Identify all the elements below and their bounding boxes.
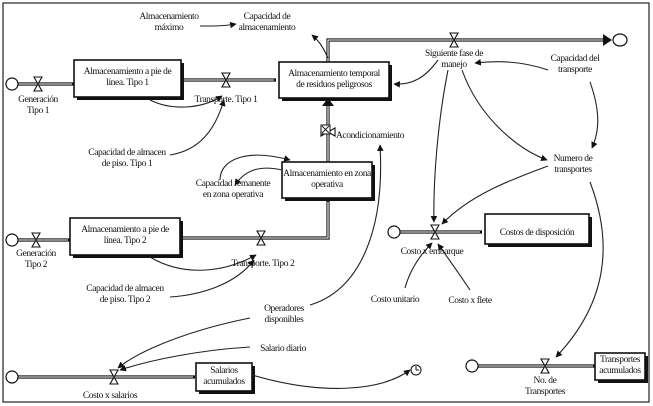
link-capacidad-transporte-to-siguiente bbox=[475, 62, 548, 70]
aux-label-almacenamiento-maximo bbox=[139, 12, 199, 33]
aux-label-almacenamiento-maximo-line: máximo bbox=[154, 23, 184, 33]
aux-label-capacidad-piso1-line: Capacidad de almacen bbox=[88, 148, 166, 158]
cloud-source-embarque bbox=[388, 226, 400, 238]
aux-label-capacidad-piso1-line: de piso. Tipo 1 bbox=[101, 159, 153, 169]
aux-label-numero-transportes-line: transportes bbox=[554, 165, 592, 175]
stock-label-zona-operativa-line: Almacenamiento en zona bbox=[283, 169, 371, 179]
link-salarios-acum-to-clock bbox=[252, 370, 410, 388]
stock-label-almacenamiento-tipo2-line: línea. Tipo 2 bbox=[103, 236, 147, 246]
stock-label-almacenamiento-temporal-line: Almacenamiento temporal bbox=[288, 69, 380, 79]
flow-label-generacion-tipo1 bbox=[18, 95, 58, 116]
link-capacidad-remanente-to-zona bbox=[220, 155, 290, 180]
aux-label-capacidad-piso2-line: Capacidad de almacen bbox=[86, 284, 164, 294]
flow-label-costo-salarios-line: Costo x salarios bbox=[82, 391, 138, 401]
aux-label-costo-flete bbox=[448, 295, 492, 306]
aux-label-capacidad-piso2 bbox=[86, 284, 164, 305]
flow-label-generacion-tipo1-line: Tipo 1 bbox=[26, 106, 50, 116]
flow-label-siguiente-fase-line: Siguiente fase de bbox=[424, 49, 484, 59]
link-cap-piso1-to-transporte1 bbox=[170, 100, 224, 155]
link-capacidad-transporte-to-numero bbox=[590, 82, 598, 148]
aux-label-capacidad-almacenamiento-line: Capacidad de bbox=[243, 12, 291, 22]
stock-label-salarios-acumulados-line: Salarios bbox=[210, 366, 238, 376]
stock-label-transportes-acumulados-line: acumulados bbox=[599, 366, 641, 376]
flow-label-acondicionamiento bbox=[336, 131, 405, 141]
aux-label-capacidad-remanente bbox=[196, 179, 271, 200]
stock-label-almacenamiento-temporal-line: de residuos peligrosos bbox=[296, 80, 372, 90]
flow-label-siguiente-fase bbox=[425, 48, 483, 70]
aux-label-capacidad-transporte bbox=[551, 54, 601, 75]
stock-label-salarios-acumulados-line: acumulados bbox=[203, 377, 245, 387]
link-numero-to-no-transportes bbox=[556, 182, 603, 357]
aux-label-almacenamiento-maximo-line: Almacenamiento bbox=[139, 12, 199, 22]
link-temporal-to-capacidad bbox=[312, 35, 328, 58]
link-siguiente-to-temporal bbox=[394, 60, 438, 84]
stock-label-almacenamiento-tipo1-line: línea. Tipo 1 bbox=[106, 78, 149, 88]
aux-label-capacidad-transporte-line: Capacidad del bbox=[550, 54, 600, 64]
aux-label-numero-transportes bbox=[554, 154, 593, 175]
aux-label-capacidad-remanente-line: en zona operativa bbox=[202, 190, 264, 200]
stock-label-transportes-acumulados bbox=[599, 355, 641, 376]
link-siguiente-to-numero bbox=[462, 70, 547, 160]
flow-label-generacion-tipo2 bbox=[16, 249, 56, 270]
aux-label-costo-flete-line: Costo x flete bbox=[448, 296, 492, 306]
cloud-source-salarios bbox=[6, 371, 18, 383]
flow-label-no-transportes-line: Transportes bbox=[524, 387, 566, 397]
aux-label-salario-diario-line: Salario diario bbox=[260, 344, 306, 354]
aux-label-capacidad-piso2-line: de piso. Tipo 2 bbox=[99, 295, 151, 305]
acondicionamiento-glyph-icon bbox=[321, 125, 330, 134]
flow-label-acondicionamiento-line: Acondicionamiento bbox=[335, 131, 405, 141]
aux-label-capacidad-almacenamiento-line: almacenamiento bbox=[238, 23, 296, 33]
link-operadores-to-salarios bbox=[118, 318, 250, 368]
link-almac-maximo-to-capacidad bbox=[200, 24, 236, 26]
flow-label-transporte-tipo1-line: Transporte. Tipo 1 bbox=[194, 95, 258, 105]
flow-label-no-transportes-line: No. de bbox=[533, 376, 557, 386]
aux-label-operadores bbox=[264, 304, 304, 325]
flow-label-costo-embarque-line: Costo x embarque bbox=[400, 247, 464, 257]
flow-label-siguiente-fase-line: manejo bbox=[441, 60, 467, 70]
aux-label-salario-diario bbox=[260, 344, 306, 354]
time-clock-icon bbox=[411, 365, 421, 375]
flow-label-generacion-tipo2-line: Tipo 2 bbox=[24, 260, 48, 270]
flow-label-transporte-tipo2 bbox=[232, 259, 296, 269]
cloud-source-tipo1 bbox=[6, 78, 18, 90]
aux-label-operadores-line: disponibles bbox=[264, 315, 304, 325]
cloud-source-transportes bbox=[466, 360, 478, 372]
stock-label-costos-disposicion bbox=[500, 228, 575, 238]
stock-label-almacenamiento-temporal bbox=[288, 69, 381, 90]
stock-label-almacenamiento-tipo1-line: Almacenamiento a pie de bbox=[83, 67, 172, 77]
aux-label-costo-unitario bbox=[371, 295, 420, 305]
flow-label-transporte-tipo2-line: Transporte. Tipo 2 bbox=[231, 259, 295, 269]
stock-label-transportes-acumulados-line: Transportes bbox=[599, 355, 641, 365]
aux-label-capacidad-almacenamiento bbox=[239, 12, 296, 33]
aux-label-capacidad-transporte-line: transporte bbox=[558, 65, 592, 75]
flow-label-generacion-tipo2-line: Generación bbox=[16, 249, 56, 259]
aux-label-costo-unitario-line: Costo unitario bbox=[370, 295, 420, 305]
aux-label-capacidad-remanente-line: Capacidad remanente bbox=[195, 179, 271, 189]
flow-label-costo-salarios bbox=[83, 391, 138, 401]
stock-label-costos-disposicion-line: Costos de disposición bbox=[499, 228, 575, 238]
flow-label-costo-embarque bbox=[401, 247, 464, 257]
flow-label-transporte-tipo1 bbox=[195, 95, 259, 105]
flow-label-generacion-tipo1-line: Generación bbox=[18, 95, 58, 105]
aux-label-operadores-line: Operadores bbox=[264, 304, 304, 314]
stock-label-zona-operativa-line: operativa bbox=[311, 180, 343, 190]
aux-label-numero-transportes-line: Numero de bbox=[553, 154, 593, 164]
cloud-source-tipo2 bbox=[6, 234, 18, 246]
stock-label-almacenamiento-tipo2-line: Almacenamiento a pie de bbox=[81, 225, 169, 235]
cloud-sink-siguiente bbox=[613, 34, 627, 46]
flow-transporte-tipo2 bbox=[183, 200, 328, 238]
aux-label-capacidad-piso1 bbox=[88, 148, 166, 169]
link-siguiente-to-embarque bbox=[434, 70, 448, 222]
flow-label-no-transportes bbox=[525, 376, 566, 397]
